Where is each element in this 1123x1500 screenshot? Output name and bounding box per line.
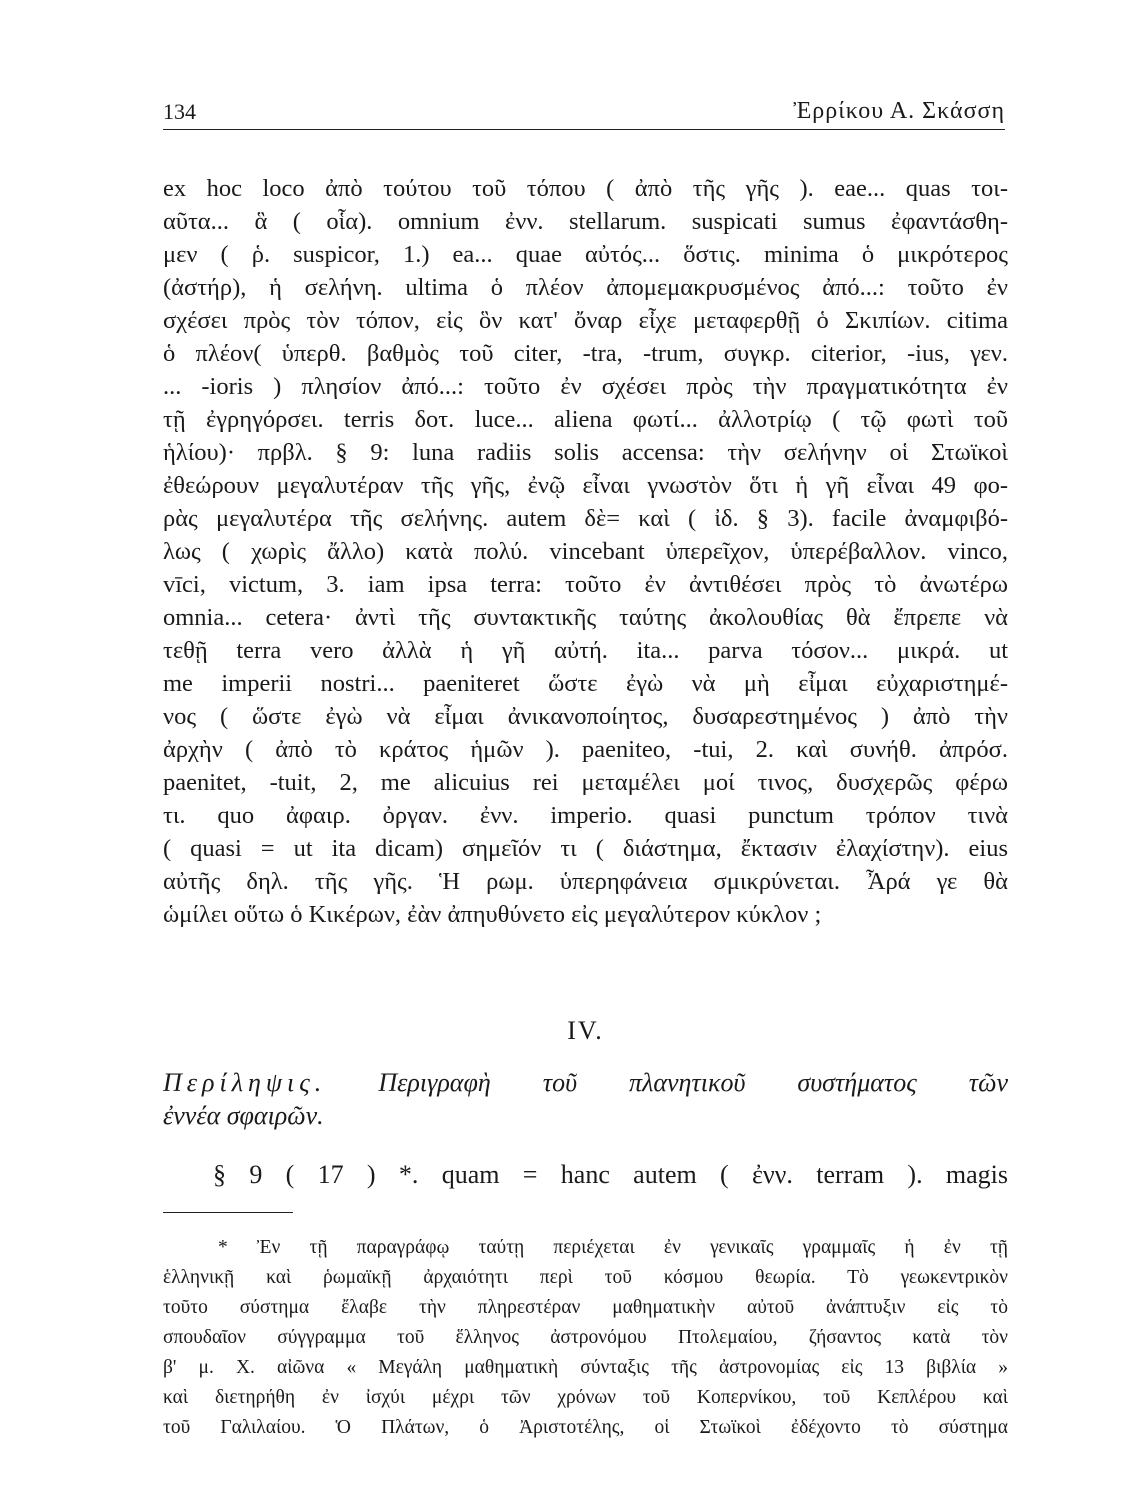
footnote-line: β' μ. Χ. αἰῶνα « Μεγάλη μαθηματικὴ σύνταξις τῆς ἀστρονομίας εἰς 13 βιβλία »	[163, 1357, 1008, 1378]
text-line: § 9 ( 17 ) *. quam = hanc autem ( ἐνν. terram ). magis	[213, 1160, 1008, 1189]
text-line: νος ( ὥστε ἐγὼ νὰ εἶμαι ἀνικανοποίητος, δυσαρεστημένος ) ἀπὸ τὴν	[163, 703, 1008, 730]
footnote-line: * Ἐν τῇ παραγράφῳ ταύτῃ περιέχεται ἐν γενικαῖς γραμμαῖς ἡ ἐν τῇ	[218, 1237, 1008, 1258]
text-line: omnia... cetera· ἀντὶ τῆς συντακτικῆς ταύτης ἀκολουθίας θὰ ἔπρεπε νὰ	[163, 604, 1008, 631]
section-title	[163, 1066, 1008, 1132]
text-line: τῇ ἐγρηγόρσει. terris δοτ. luce... aliena φωτί... ἀλλοτρίῳ ( τῷ φωτὶ τοῦ	[163, 406, 1008, 433]
text-line: ( quasi = ut ita dicam) σημεῖόν τι ( διάστημα, ἔκτασιν ἐλαχίστην). eius	[163, 835, 1008, 862]
text-line: ἐθεώρουν μεγαλυτέραν τῆς γῆς, ἐνῷ εἶναι γνωστὸν ὅτι ἡ γῆ εἶναι 49 φο-	[163, 472, 1008, 499]
footnote-line: σπουδαῖον σύγγραμμα τοῦ ἕλληνος ἀστρονόμου Πτολεμαίου, ζήσαντος κατὰ τὸν	[163, 1327, 1008, 1348]
footnote-line: καὶ διετηρήθη ἐν ἰσχύι μέχρι τῶν χρόνων τοῦ Κοπερνίκου, τοῦ Κεπλέρου καὶ	[163, 1387, 1008, 1408]
text-line: (ἀστήρ), ἡ σελήνη. ultima ὁ πλέον ἀπομεμακρυσμένος ἀπό...: τοῦτο ἐν	[163, 274, 1008, 301]
text-line: ἀρχὴν ( ἀπὸ τὸ κράτος ἡμῶν ). paeniteo, -tui, 2. καὶ συνήθ. ἀπρόσ.	[163, 736, 1008, 763]
text-line: me imperii nostri... paeniteret ὥστε ἐγὼ νὰ μὴ εἶμαι εὐχαριστημέ-	[163, 670, 1008, 697]
text-line: paenitet, -tuit, 2, me alicuius rei μεταμέλει μοί τινος, δυσχερῶς φέρω	[163, 769, 1008, 796]
text-line: λως ( χωρὶς ἄλλο) κατὰ πολύ. vincebant ὑπερεῖχον, ὑπερέβαλλον. vinco,	[163, 538, 1008, 565]
footnote-line: ἑλληνικῇ καὶ ῥωμαϊκῇ ἀρχαιότητι περὶ τοῦ κόσμου θεωρία. Τὸ γεωκεντρικὸν	[163, 1267, 1008, 1288]
text-line: ρὰς μεγαλυτέρα τῆς σελήνης. autem δὲ= καὶ ( ἰδ. § 3). facile ἀναμφιβό-	[163, 505, 1008, 532]
text-line: ὁ πλέον( ὑπερθ. βαθμὸς τοῦ citer, -tra, -trum, συγκρ. citerior, -ius, γεν.	[163, 340, 1008, 367]
section-title-line2: ἐννέα σφαιρῶν.	[163, 1101, 324, 1130]
paragraph-9	[163, 1158, 1008, 1191]
footnote	[163, 1233, 1008, 1443]
commentary-text	[163, 172, 1008, 931]
footnote-line: τοῦ Γαλιλαίου. Ὁ Πλάτων, ὁ Ἀριστοτέλης, οἱ Στωϊκοὶ ἐδέχοντο τὸ σύστημα	[163, 1417, 1008, 1438]
text-line: τι. quo ἀφαιρ. ὀργαν. ἐνν. imperio. quasi punctum τρόπον τινὰ	[163, 802, 1008, 829]
footnote-line: τοῦτο σύστημα ἔλαβε τὴν πληρεστέραν μαθηματικὴν αὐτοῦ ἀνάπτυξιν εἰς τὸ	[163, 1297, 1008, 1318]
text-line: ὡμίλει οὕτω ὁ Κικέρων, ἐὰν ἀπηυθύνετο εἰς μεγαλύτερον κύκλον ;	[163, 901, 822, 928]
page-number: 134	[163, 99, 196, 124]
running-header	[163, 98, 1005, 130]
section-heading: IV.	[567, 1016, 604, 1045]
text-line: σχέσει πρὸς τὸν τόπον, εἰς ὃν κατ' ὄναρ εἶχε μεταφερθῇ ὁ Σκιπίων. citima	[163, 307, 1008, 334]
text-line: αὐτῆς δηλ. τῆς γῆς. Ἡ ρωμ. ὑπερηφάνεια σμικρύνεται. Ἆρά γε θὰ	[163, 868, 1008, 895]
section-title-rest: Περιγραφὴ τοῦ πλανητικοῦ συστήματος τῶν	[378, 1068, 1008, 1097]
section-title-lead: Περίληψις.	[163, 1068, 327, 1097]
footnote-rule	[163, 1212, 293, 1213]
text-line: μεν ( ῥ. suspicor, 1.) ea... quae αὐτός... ὅστις. minima ὁ μικρότερος	[163, 241, 1008, 268]
text-line: αῦτα... ἃ ( οἷα). omnium ἐνν. stellarum. suspicati sumus ἐφαντάσθη-	[163, 208, 1008, 235]
text-line: vīci, victum, 3. iam ipsa terra: τοῦτο ἐν ἀντιθέσει πρὸς τὸ ἀνωτέρω	[163, 571, 1008, 598]
running-title: Ἐρρίκου Α. Σκάσση	[793, 98, 1005, 124]
text-line: ... -ioris ) πλησίον ἀπό...: τοῦτο ἐν σχέσει πρὸς τὴν πραγματικότητα ἐν	[163, 373, 1008, 400]
text-line: ἡλίου)· πρβλ. § 9: luna radiis solis accensa: τὴν σελήνην οἱ Στωϊκοὶ	[163, 439, 1008, 466]
text-line: ex hoc loco ἀπὸ τούτου τοῦ τόπου ( ἀπὸ τῆς γῆς ). eae... quas τοι-	[163, 175, 1008, 202]
text-line: τεθῇ terra vero ἀλλὰ ἡ γῆ αὐτή. ita... parva τόσον... μικρά. ut	[163, 637, 1008, 664]
